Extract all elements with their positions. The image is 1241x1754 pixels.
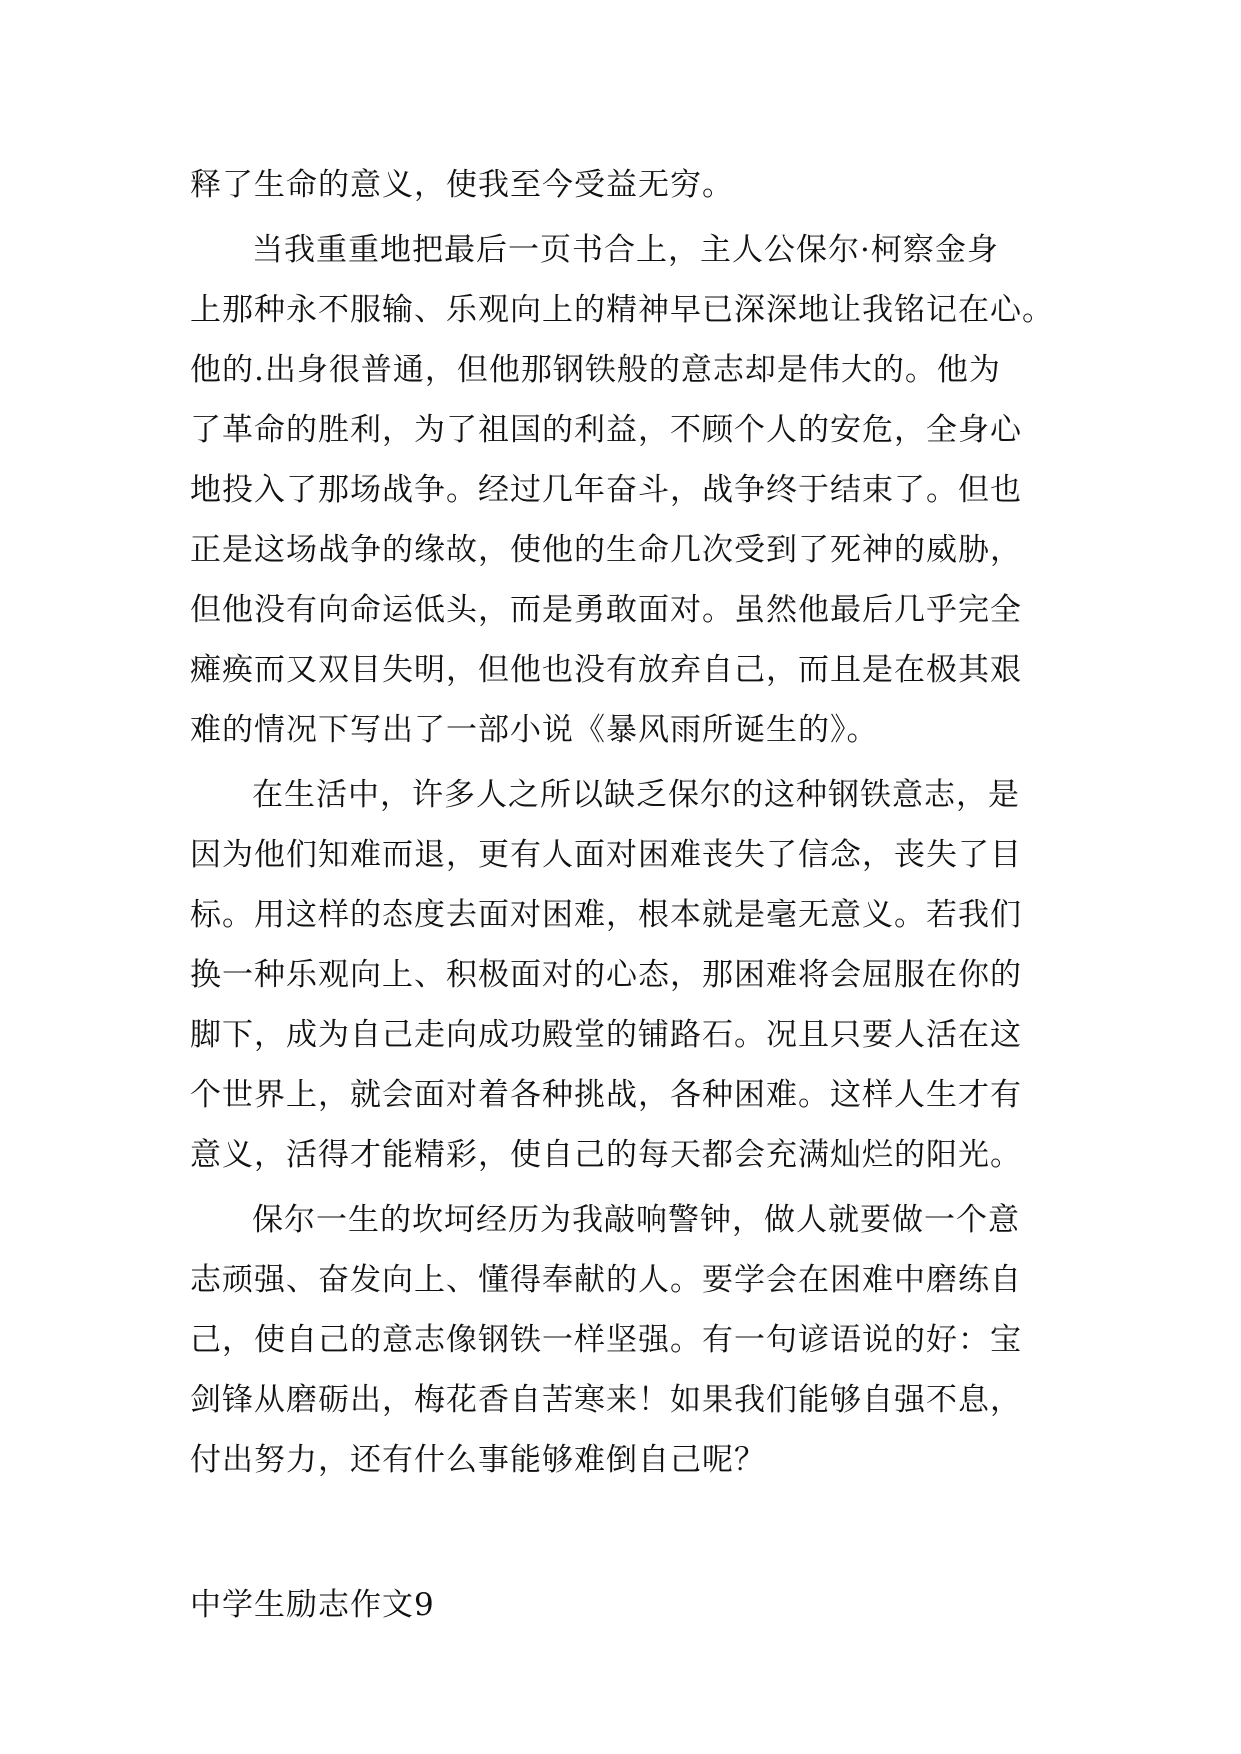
- text-line: 意义，活得才能精彩，使自己的每天都会充满灿烂的阳光。: [190, 1137, 1022, 1173]
- section-title: 中学生励志作文9: [190, 1587, 435, 1623]
- text-line: 释了生命的意义，使我至今受益无穷。: [190, 167, 734, 203]
- text-line: 当我重重地把最后一页书合上，主人公保尔·柯察金身: [252, 232, 999, 268]
- text-line: 地投入了那场战争。经过几年奋斗，战争终于结束了。但也: [190, 472, 1022, 508]
- text-line: 换一种乐观向上、积极面对的心态，那困难将会屈服在你的: [190, 957, 1022, 993]
- text-line: 付出努力，还有什么事能够难倒自己呢？: [190, 1442, 766, 1478]
- text-line: 志顽强、奋发向上、懂得奉献的人。要学会在困难中磨练自: [190, 1262, 1022, 1298]
- text-line: 标。用这样的态度去面对困难，根本就是毫无意义。若我们: [190, 897, 1022, 933]
- text-line: 剑锋从磨砺出，梅花香自苦寒来！如果我们能够自强不息，: [190, 1382, 1022, 1418]
- text-line: 因为他们知难而退，更有人面对困难丧失了信念，丧失了目: [190, 837, 1022, 873]
- text-line: 脚下，成为自己走向成功殿堂的铺路石。况且只要人活在这: [190, 1017, 1022, 1053]
- text-line: 他的.出身很普通，但他那钢铁般的意志却是伟大的。他为: [190, 352, 1001, 388]
- text-line: 保尔一生的坎坷经历为我敲响警钟，做人就要做一个意: [252, 1202, 1020, 1238]
- text-line: 正是这场战争的缘故，使他的生命几次受到了死神的威胁，: [190, 532, 1022, 568]
- text-line: 但他没有向命运低头，而是勇敢面对。虽然他最后几乎完全: [190, 592, 1022, 628]
- text-line: 了革命的胜利，为了祖国的利益，不顾个人的安危，全身心: [190, 412, 1022, 448]
- text-line: 上那种永不服输、乐观向上的精神早已深深地让我铭记在心。: [190, 292, 1054, 328]
- text-line: 个世界上，就会面对着各种挑战，各种困难。这样人生才有: [190, 1077, 1022, 1113]
- text-line: 己，使自己的意志像钢铁一样坚强。有一句谚语说的好：宝: [190, 1322, 1022, 1358]
- text-line: 难的情况下写出了一部小说《暴风雨所诞生的》。: [190, 712, 879, 748]
- text-line: 瘫痪而又双目失明，但他也没有放弃自己，而且是在极其艰: [190, 652, 1022, 688]
- text-line: 在生活中，许多人之所以缺乏保尔的这种钢铁意志，是: [252, 777, 1020, 813]
